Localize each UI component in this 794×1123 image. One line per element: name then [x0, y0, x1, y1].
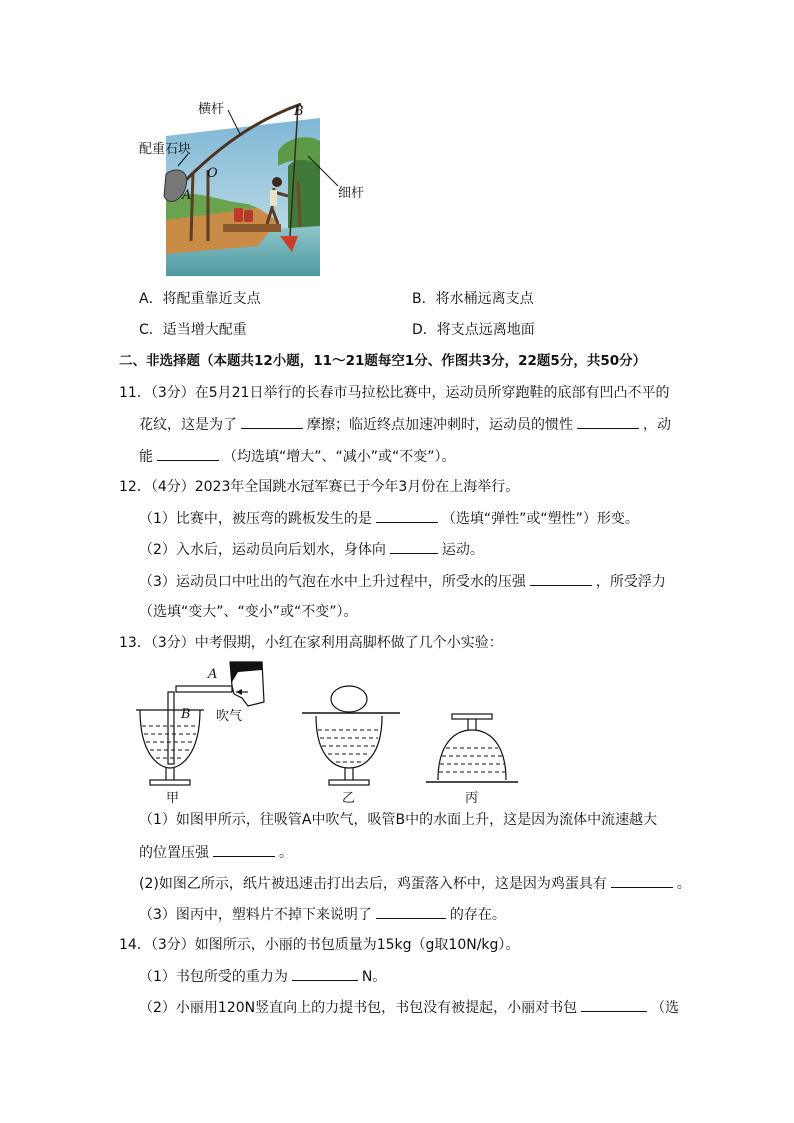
q12-text: （2）入水后，运动员向后划水，身体向	[139, 542, 386, 558]
q13-stem: 13．（3分）中考假期，小红在家利用高脚杯做了几个小实验：	[119, 635, 503, 651]
q11-line-3	[139, 446, 456, 467]
label-point-o: O	[207, 166, 218, 181]
q13-text: 。	[279, 845, 293, 861]
q13-part-2	[139, 873, 691, 894]
q12-part-2	[139, 539, 484, 560]
q12-text: ，所受浮力	[595, 574, 666, 590]
answer-blank[interactable]	[376, 904, 446, 919]
q13-text: (2)如图乙所示，纸片被迅速击打出去后，鸡蛋落入杯中，这是因为鸡蛋具有	[139, 876, 607, 892]
answer-blank[interactable]	[611, 873, 673, 888]
q13-text: （3）图丙中，塑料片不掉下来说明了	[139, 907, 372, 923]
q11-line-1	[119, 383, 669, 403]
label-hengan: 横杆	[198, 102, 225, 117]
q13-text: 的存在。	[449, 907, 506, 923]
answer-blank[interactable]	[530, 571, 592, 586]
q12-stem: 12．（4分）2023年全国跳水冠军赛已于今年3月份在上海举行。	[119, 479, 520, 495]
q11-text: 能	[139, 449, 153, 465]
q10-option-b: B．将水桶远离支点	[412, 291, 534, 307]
q13-part-1-cont	[139, 842, 293, 863]
q14-text: （1）书包所受的重力为	[139, 969, 288, 985]
q10-option-d: D．将支点远离地面	[412, 322, 535, 338]
answer-blank[interactable]	[376, 508, 438, 523]
answer-blank[interactable]	[157, 446, 219, 461]
q11-text: ，动	[643, 417, 671, 433]
fig13-label-yi: 乙	[342, 791, 356, 806]
label-point-a: A	[182, 188, 192, 203]
q12-part-1	[139, 508, 639, 529]
q14-text: （2）小丽用120N竖直向上的力提书包，书包没有被提起，小丽对书包	[139, 1000, 578, 1016]
goblet-experiments-diagram	[130, 656, 520, 804]
q14-text: N。	[361, 969, 387, 985]
q11-text: （均选填“增大”、“减小”或“不变”）。	[223, 449, 456, 465]
section-heading: 二、非选择题（本题共12小题，11～21题每空1分、作图共3分，22题5分，共50分）	[119, 353, 647, 369]
label-point-b: B	[294, 104, 304, 119]
q10-option-a: A．将配重靠近支点	[139, 291, 261, 307]
q13-part-3	[139, 904, 506, 925]
q13-text: 。	[676, 876, 691, 892]
q12-text: 运动。	[441, 542, 484, 558]
answer-blank[interactable]	[390, 539, 438, 554]
answer-blank[interactable]	[577, 414, 639, 429]
answer-blank[interactable]	[213, 842, 275, 857]
q11-text: 11．（3分）在5月21日举行的长春市马拉松比赛中，运动员所穿跑鞋的底部有凹凸不平的	[119, 385, 670, 401]
q12-part-3	[139, 571, 666, 592]
fig13-label-bing: 丙	[465, 791, 479, 806]
answer-blank[interactable]	[581, 997, 647, 1012]
fig13-label-jia: 甲	[166, 791, 180, 806]
q12-text: （1）比赛中，被压弯的跳板发生的是	[139, 511, 372, 527]
q14-part-1	[139, 966, 386, 987]
q13-text: 的位置压强	[139, 845, 209, 861]
q14-text: （选	[651, 1000, 680, 1016]
fig13-label-blow: 吹气	[216, 709, 243, 724]
q13-figure	[130, 656, 520, 804]
q11-text: 花纹，这是为了	[139, 417, 237, 433]
fig13-label-b: B	[181, 707, 191, 722]
q13-part-1: （1）如图甲所示，往吸管A中吹气，吸管B中的水面上升，这是因为流体中流速越大	[139, 812, 658, 828]
q11-text: 摩擦；临近终点加速冲刺时，运动员的惯性	[307, 417, 573, 433]
answer-blank[interactable]	[241, 414, 303, 429]
fig13-label-a: A	[208, 667, 218, 682]
q11-line-2	[139, 414, 671, 435]
label-peizhong: 配重石块	[139, 142, 192, 157]
q12-text: （3）运动员口中吐出的气泡在水中上升过程中，所受水的压强	[139, 574, 526, 590]
q12-text: （选填“弹性”或“塑性”）形变。	[441, 511, 639, 527]
q12-part-3-cont: （选填“变大”、“变小”或“不变”）。	[139, 604, 358, 620]
answer-blank[interactable]	[292, 966, 358, 981]
q14-stem: 14．（3分）如图所示，小丽的书包质量为15kg（g取10N/kg）。	[119, 937, 520, 953]
label-xigan: 细杆	[338, 186, 365, 201]
q14-part-2	[139, 997, 679, 1018]
q10-option-c: C．适当增大配重	[139, 322, 247, 338]
